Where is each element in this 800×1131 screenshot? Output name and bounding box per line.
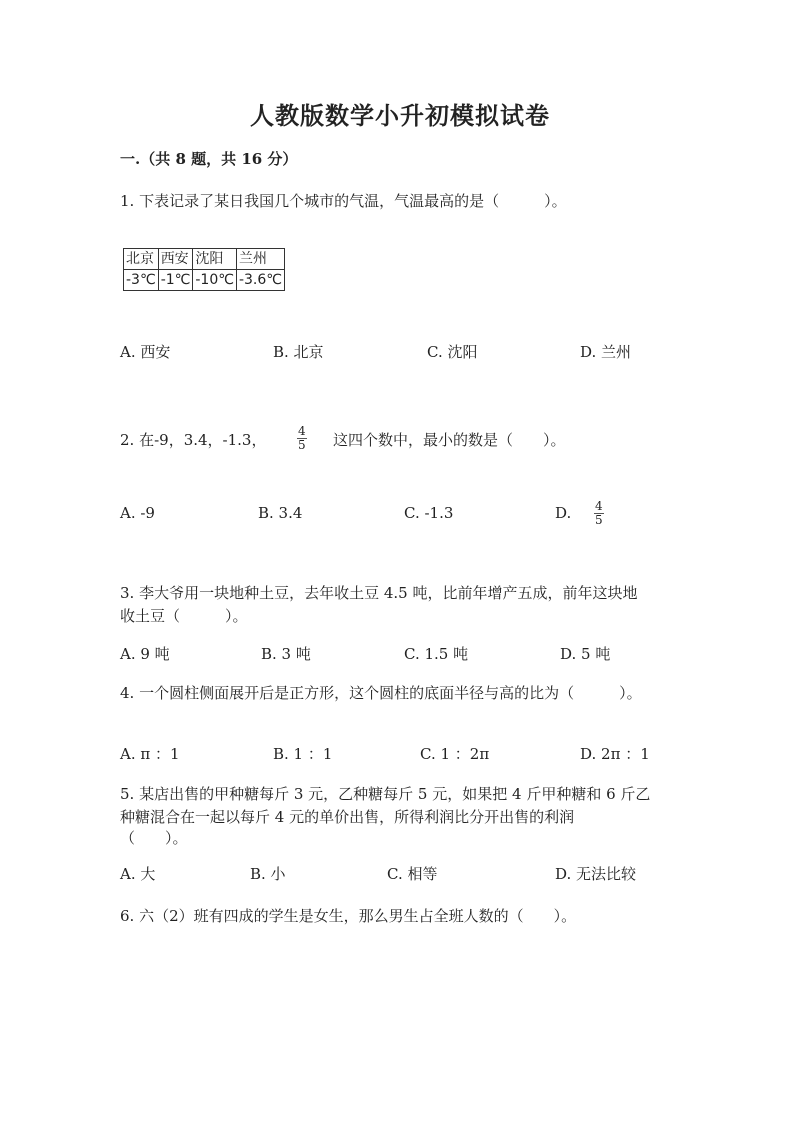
question-1-text: 1. 下表记录了某日我国几个城市的气温，气温最高的是（ ）。 [120,192,567,210]
question-5-option-d: D. 无法比较 [555,865,637,883]
table-cell: -3.6℃ [236,270,284,291]
question-3-option-c: C. 1.5 吨 [404,645,469,663]
fraction-denominator: 5 [298,438,306,452]
question-3-option-a: A. 9 吨 [120,645,170,663]
fraction-numerator: 4 [298,424,306,438]
table-row [124,249,285,270]
question-4-option-a: A. π ：1 [120,745,180,763]
question-5-option-a: A. 大 [120,865,156,883]
question-4-text: 4. 一个圆柱侧面展开后是正方形，这个圆柱的底面半径与高的比为（ ）。 [120,684,642,702]
temperature-table [123,248,285,291]
question-2-option-c: C. -1.3 [404,504,454,522]
table-row [124,270,285,291]
question-2-option-d: D. [555,504,572,522]
question-3-option-d: D. 5 吨 [560,645,611,663]
fraction-numerator: 4 [595,499,603,513]
question-2-fraction [297,425,307,452]
question-5-option-c: C. 相等 [387,865,438,883]
table-cell: -10℃ [193,270,237,291]
table-cell: 兰州 [236,249,284,270]
question-5-line-1: 5. 某店出售的甲种糖每斤 3 元，乙种糖每斤 5 元，如果把 4 斤甲种糖和 6 斤乙 [120,785,651,803]
question-6-text: 6. 六（2）班有四成的学生是女生，那么男生占全班人数的（ ）。 [120,907,577,925]
table-cell: 西安 [158,249,193,270]
question-1-option-a: A. 西安 [120,343,171,361]
question-1-option-c: C. 沈阳 [427,343,478,361]
question-2-option-d-fraction [594,500,604,527]
question-5-option-b: B. 小 [250,865,286,883]
table-cell: -3℃ [124,270,159,291]
question-2-option-a: A. -9 [120,504,155,522]
table-cell: 北京 [124,249,159,270]
question-1-option-b: B. 北京 [273,343,324,361]
question-3-option-b: B. 3 吨 [261,645,311,663]
question-1-option-d: D. 兰州 [580,343,632,361]
question-5-line-2: 种糖混合在一起以每斤 4 元的单价出售，所得利润比分开出售的利润 [120,808,575,826]
table-cell: -1℃ [158,270,193,291]
question-3-line-1: 3. 李大爷用一块地种土豆，去年收土豆 4.5 吨，比前年增产五成，前年这块地 [120,584,638,602]
table-cell: 沈阳 [193,249,237,270]
question-4-option-b: B. 1 ：1 [273,745,333,763]
question-4-option-c: C. 1 ：2π [420,745,490,763]
question-3-line-2: 收土豆（ ）。 [120,607,248,625]
page-title: 人教版数学小升初模拟试卷 [250,101,550,130]
question-2-text-before: 2. 在-9，3.4，-1.3， [120,431,267,449]
question-4-option-d: D. 2π ：1 [580,745,650,763]
question-5-line-3: （ ）。 [120,829,188,847]
question-2-text-after: 这四个数中，最小的数是（ ）。 [333,431,566,449]
fraction-denominator: 5 [595,513,603,527]
section-heading: 一.（共 8 题，共 16 分） [120,150,298,168]
question-2-option-b: B. 3.4 [258,504,303,522]
